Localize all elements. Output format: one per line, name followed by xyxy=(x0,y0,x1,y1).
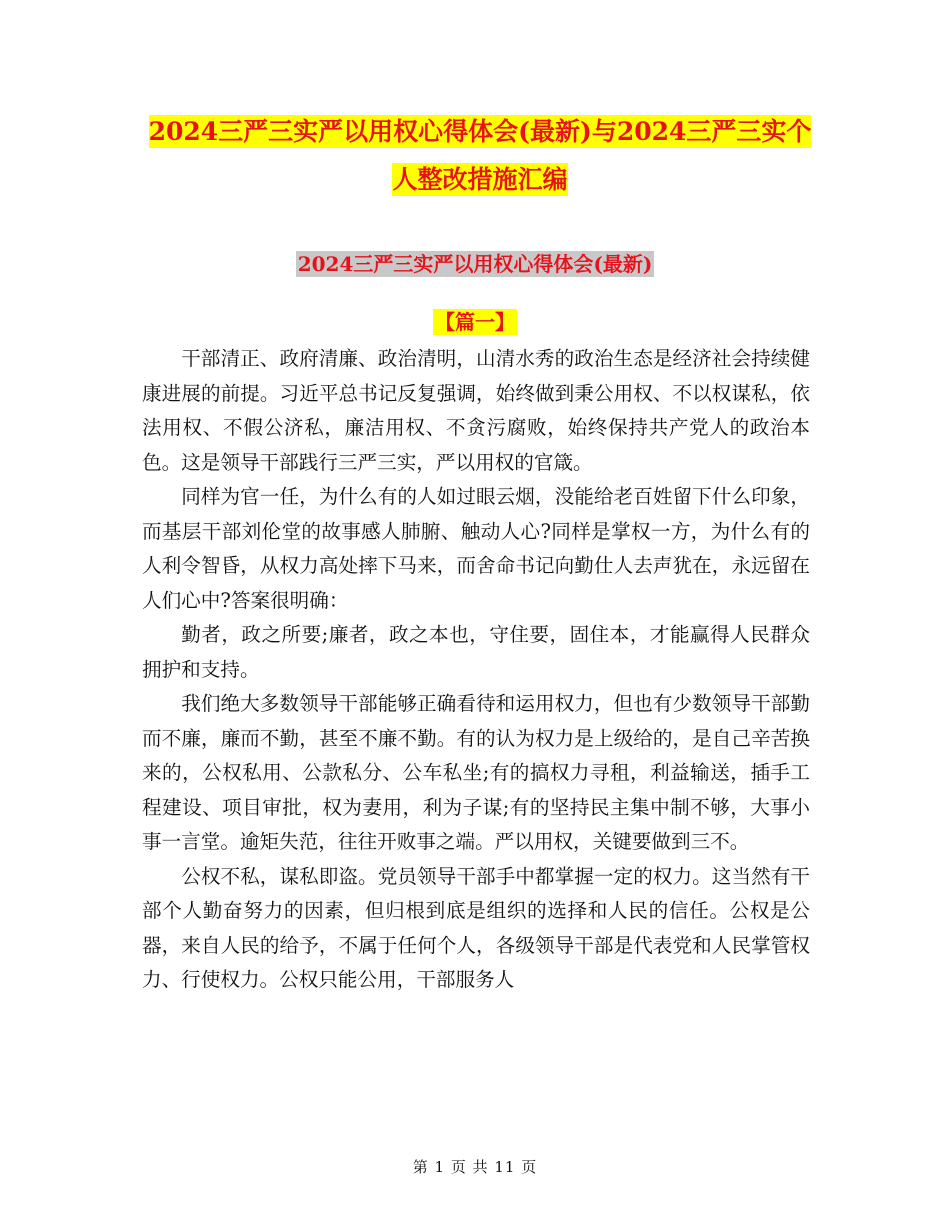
paragraph-1: 干部清正、政府清廉、政治清明，山清水秀的政治生态是经济社会持续健康进展的前提。习近平总书记反复强调，始终做到秉公用权、不以权谋私，依法用权、不假公济私，廉洁用权、不贪污腐败，始终保持共产党人的政治本色。这是领导干部践行三严三实，严以用权的官箴。 xyxy=(142,347,810,474)
sub-title-text: 2024三严三实严以用权心得体会(最新) xyxy=(297,252,653,276)
page-footer: 第 1 页 共 11 页 xyxy=(412,1158,538,1176)
paragraph-5: 公权不私，谋私即盗。党员领导干部手中都掌握一定的权力。这当然有干部个人勤奋努力的因素，但归根到底是组织的选择和人民的信任。公权是公器，来自人民的给予，不属于任何个人，各级领导干部是代表党和人民掌管权力、行使权力。公权只能公用，干部服务人 xyxy=(142,864,810,991)
body-text xyxy=(142,342,810,998)
section-tag xyxy=(0,306,950,335)
paragraph-3: 勤者，政之所要;廉者，政之本也，守住要，固住本，才能赢得人民群众拥护和支持。 xyxy=(142,623,810,681)
sub-title xyxy=(0,248,950,277)
section-tag-text: 【篇一】 xyxy=(435,310,515,334)
paragraph-2: 同样为官一任，为什么有的人如过眼云烟，没能给老百姓留下什么印象，而基层干部刘伦堂的故事感人肺腑、触动人心?同样是掌权一方，为什么有的人利令智昏，从权力高处摔下马来，而舍命书记向勤仕人去声犹在，永远留在人们心中?答案很明确： xyxy=(142,485,810,612)
main-title-text: 2024三严三实严以用权心得体会(最新)与2024三严三实个人整改措施汇编 xyxy=(148,117,812,194)
paragraph-4: 我们绝大多数领导干部能够正确看待和运用权力，但也有少数领导干部勤而不廉，廉而不勤，甚至不廉不勤。有的认为权力是上级给的，是自己辛苦换来的，公权私用、公款私分、公车私坐;有的搞权力寻租，利益输送，插手工程建设、项目审批，权为妻用，利为子谋;有的坚持民主集中制不够，大事小事一言堂。逾矩失范，往往开败事之端。严以用权，关键要做到三不。 xyxy=(142,692,810,853)
main-title xyxy=(140,108,820,204)
